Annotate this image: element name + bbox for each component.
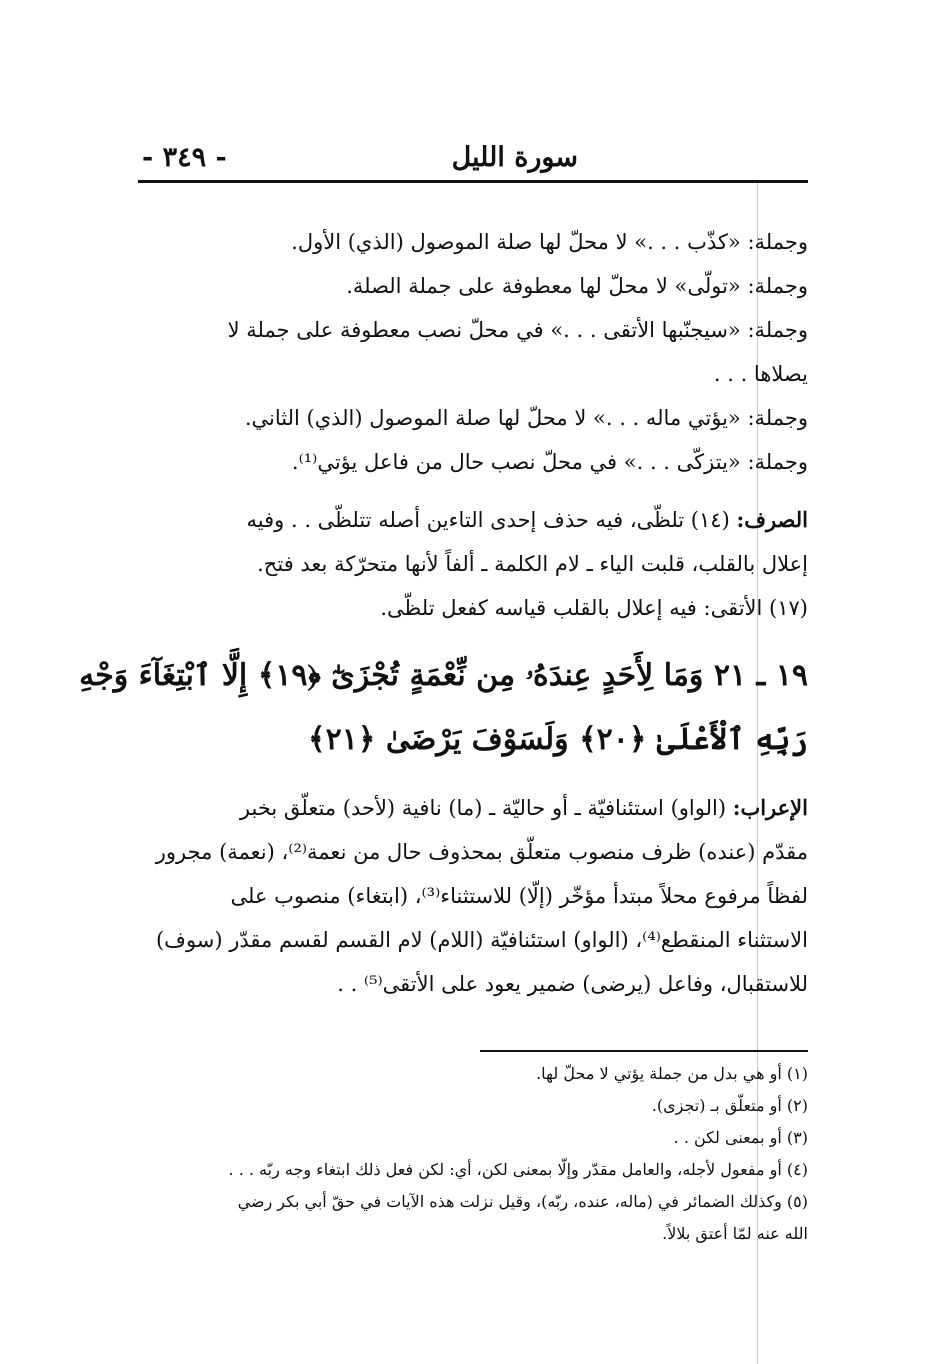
quran-verse-line-1: ١٩ ـ ٢١ وَمَا لِأَحَدٍ عِندَهُۥ مِن نِّعْمَةٍ تُجْزَىٰٓ ﴿١٩﴾ إِلَّا ٱبْتِغَآءَ وَجْهِ	[79, 658, 808, 693]
jumla-line-5: وجملة: «يتزكّى . . .» في محلّ نصب حال من فاعل يؤتي⁽¹⁾.	[291, 450, 808, 474]
footnote-2: (٢) أو متعلّق بـ (تجزى).	[651, 1096, 808, 1115]
irab-line-2: مقدّم (عنده) ظرف منصوب متعلّق بمحذوف حال من نعمة⁽²⁾، (نعمة) مجرور	[155, 840, 808, 864]
spacer	[138, 484, 808, 498]
jumla-line-3b: يصلاها . . .	[713, 362, 808, 386]
footnote-1: (١) أو هي بدل من جملة يؤتي لا محلّ لها.	[536, 1064, 808, 1083]
footnote-3: (٣) أو بمعنى لكن . .	[673, 1128, 808, 1147]
jumla-line-2: وجملة: «تولّى» لا محلّ لها معطوفة على جملة الصلة.	[346, 274, 808, 298]
page-header	[138, 138, 808, 178]
quran-verse-line-2: رَبِّهِ ٱلْأَعْلَىٰ ﴿٢٠﴾ وَلَسَوْفَ يَرْضَىٰ ﴿٢١﴾	[308, 722, 808, 757]
jumla-line-4: وجملة: «يؤتي ماله . . .» لا محلّ لها صلة الموصول (الذي) الثاني.	[244, 406, 808, 430]
surah-title: سورة الليل	[451, 142, 578, 173]
sarf-text-1: (١٤) تلظّى، فيه حذف إحدى التاءين أصله تتلظّى . . وفيه	[246, 508, 737, 532]
spacer	[138, 772, 808, 786]
irab-line-4: الاستثناء المنقطع⁽⁴⁾، (الواو) استئنافيّة (اللام) لام القسم لقسم مقدّر (سوف)	[155, 928, 808, 952]
sarf-label: الصرف:	[736, 507, 808, 532]
sarf-line-3: (١٧) الأتقى: فيه إعلال بالقلب قياسه كفعل تلظّى.	[380, 596, 808, 620]
footnote-5-cont: الله عنه لمّا أعتق بلالاً.	[662, 1224, 808, 1243]
jumla-line-3a: وجملة: «سيجنّبها الأتقى . . .» في محلّ نصب معطوفة على جملة لا	[227, 318, 808, 342]
spacer	[138, 630, 808, 644]
irab-line-5: للاستقبال، وفاعل (يرضى) ضمير يعود على الأتقى⁽⁵⁾ . .	[337, 972, 808, 996]
jumla-line-1: وجملة: «كذّب . . .» لا محلّ لها صلة الموصول (الذي) الأول.	[291, 230, 808, 254]
sarf-line-1	[138, 498, 808, 542]
irab-text-1: (الواو) استئنافيّة ـ أو حاليّة ـ (ما) نافية (لأحد) متعلّق بخبر	[239, 796, 733, 820]
footnote-rule	[480, 1050, 808, 1052]
irab-line-1	[138, 786, 808, 830]
irab-line-3: لفظاً مرفوع محلاً مبتدأ مؤخّر (إلّا) للاستثناء⁽³⁾، (ابتغاء) منصوب على	[230, 884, 808, 908]
header-rule	[138, 180, 808, 183]
irab-label: الإعراب:	[732, 795, 808, 820]
sarf-line-2: إعلال بالقلب، قلبت الياء ـ لام الكلمة ـ ألفاً لأنها متحرّكة بعد فتح.	[257, 552, 808, 576]
footnote-5: (٥) وكذلك الضمائر في (ماله، عنده، ربّه)، وقيل نزلت هذه الآيات في حقّ أبي بكر رضي	[237, 1192, 808, 1211]
page-number: - ٣٤٩ -	[142, 142, 227, 173]
footnote-4: (٤) أو مفعول لأجله، والعامل مقدّر وإلّا بمعنى لكن، أي: لكن فعل ذلك ابتغاء وجه ربّه . . .	[228, 1160, 808, 1179]
footnotes	[120, 1058, 808, 1250]
main-text	[79, 220, 808, 1006]
